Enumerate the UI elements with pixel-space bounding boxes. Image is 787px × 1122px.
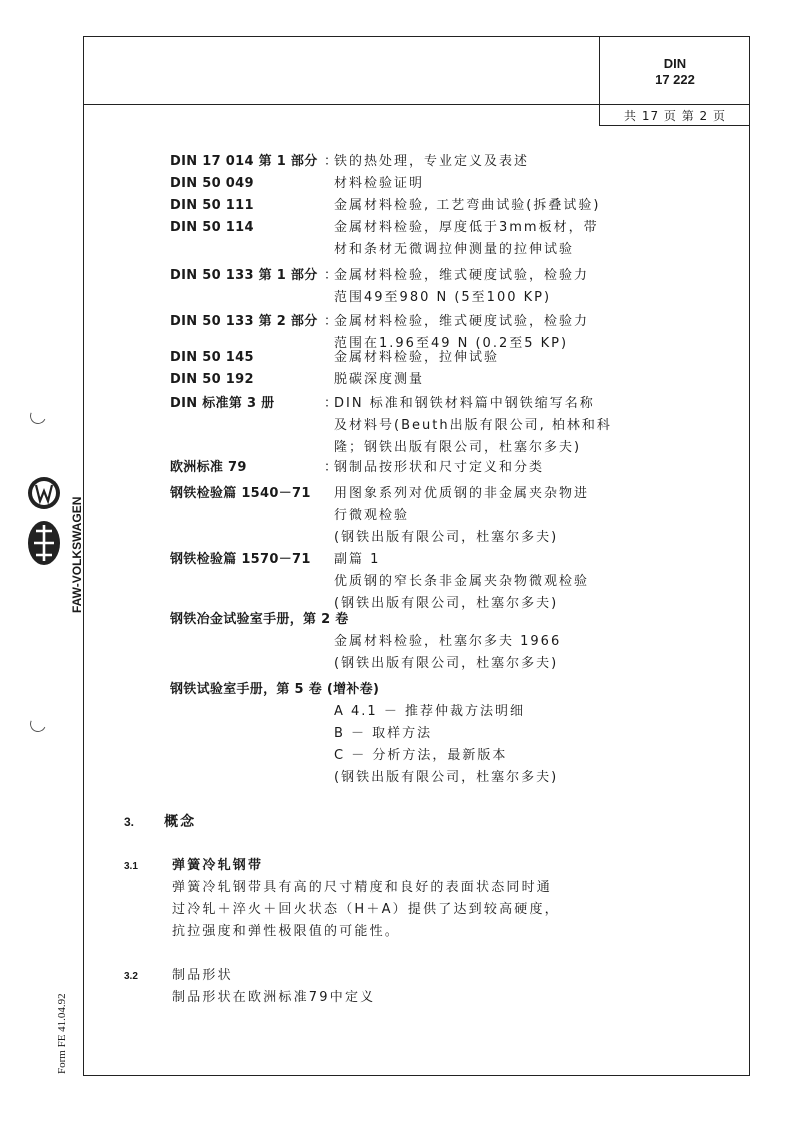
form-number: Form FE 41.04.92	[56, 993, 68, 1074]
subsection-number: 3.1	[124, 861, 138, 872]
reference-description: (钢铁出版有限公司，杜塞尔多夫)	[334, 530, 559, 545]
subsection-3-2-line-1: 制品形状在欧洲标准79中定义	[172, 990, 376, 1005]
reference-key: 钢铁检验篇 1570－71	[170, 552, 311, 567]
subsection-3-1-line-2: 过冷轧＋淬火＋回火状态（H＋A）提供了达到较高硬度，	[172, 902, 560, 917]
reference-description: 隆；钢铁出版有限公司，杜塞尔多夫)	[334, 440, 582, 455]
reference-description: 范围49至980 N (5至100 KP)	[334, 290, 552, 305]
subsection-number: 3.2	[124, 971, 138, 982]
reference-description: 金属材料检验，厚度低于3mm板材，带	[334, 220, 599, 235]
section-3-heading	[124, 812, 196, 833]
section-title: 概念	[164, 814, 197, 830]
punch-hole-mark	[28, 406, 49, 427]
page-info-divider	[599, 125, 750, 126]
reference-separator: ：	[324, 460, 338, 475]
reference-description: 优质钢的窄长条非金属夹杂物微观检验	[334, 574, 590, 589]
reference-separator: ：	[324, 268, 338, 283]
doc-standard: DIN	[663, 56, 687, 71]
section-3-2-heading	[124, 966, 138, 987]
reference-description: (钢铁出版有限公司，杜塞尔多夫)	[334, 770, 559, 785]
reference-separator: ：	[324, 396, 338, 411]
subsection-3-1-line-3: 抗拉强度和弹性极限值的可能性。	[172, 924, 401, 939]
reference-key: DIN 50 145	[170, 350, 254, 365]
subsection-3-1-line-1: 弹簧冷轧钢带具有高的尺寸精度和良好的表面状态同时通	[172, 880, 553, 895]
reference-description: 材料检验证明	[334, 176, 425, 191]
faw-volkswagen-logo	[26, 455, 84, 615]
reference-description: 材和条材无微调拉伸测量的拉伸试验	[334, 242, 575, 257]
reference-description: (钢铁出版有限公司，杜塞尔多夫)	[334, 656, 559, 671]
reference-description: 及材料号(Beuth出版有限公司, 柏林和科	[334, 418, 612, 433]
reference-description: 脱碳深度测量	[334, 372, 425, 387]
reference-key: 欧洲标准 79	[170, 460, 247, 475]
reference-key: DIN 50 133 第 2 部分	[170, 314, 318, 329]
document-number	[600, 56, 750, 88]
reference-key: DIN 17 014 第 1 部分	[170, 154, 318, 169]
reference-key: DIN 50 049	[170, 176, 254, 191]
reference-key: 钢铁冶金试验室手册，第 2 卷	[170, 612, 349, 627]
reference-key: DIN 50 133 第 1 部分	[170, 268, 318, 283]
reference-separator: ：	[324, 314, 338, 329]
reference-description: A 4.1 － 推荐仲裁方法明细	[334, 704, 525, 719]
reference-description: 副篇 1	[334, 552, 381, 567]
reference-key: 钢铁试验室手册，第 5 卷 (增补卷)	[170, 682, 380, 697]
reference-description: 金属材料检验，维式硬度试验，检验力	[334, 314, 590, 329]
reference-key: 钢铁检验篇 1540－71	[170, 486, 311, 501]
brand-name: FAW-VOLKSWAGEN	[70, 496, 84, 613]
punch-hole-mark	[28, 714, 49, 735]
reference-description: C － 分析方法，最新版本	[334, 748, 508, 763]
subsection-3-1-title: 弹簧冷轧钢带	[172, 858, 264, 873]
reference-description: 金属材料检验, 工艺弯曲试验(拆叠试验)	[334, 198, 601, 213]
reference-key: DIN 标准第 3 册	[170, 396, 275, 411]
reference-description: B － 取样方法	[334, 726, 433, 741]
reference-description: 钢制品按形状和尺寸定义和分类	[334, 460, 545, 475]
reference-description: 金属材料检验，维式硬度试验，检验力	[334, 268, 590, 283]
doc-number: 17 222	[655, 72, 695, 87]
reference-description: 范围在1.96至49 N (0.2至5 KP)	[334, 336, 569, 351]
reference-description: 金属材料检验，拉伸试验	[334, 350, 500, 365]
reference-separator: ：	[324, 154, 338, 169]
reference-description: (钢铁出版有限公司，杜塞尔多夫)	[334, 596, 559, 611]
reference-description: DIN 标准和钢铁材料篇中钢铁缩写名称	[334, 396, 595, 411]
reference-key: DIN 50 111	[170, 198, 254, 213]
reference-key: DIN 50 192	[170, 372, 254, 387]
subsection-3-2-title: 制品形状	[172, 968, 233, 983]
reference-description: 行微观检验	[334, 508, 410, 523]
section-number: 3.	[124, 815, 135, 829]
reference-description: 金属材料检验，杜塞尔多夫 1966	[334, 634, 562, 649]
reference-description: 铁的热处理，专业定义及表述	[334, 154, 530, 169]
page-info: 共 17 页 第 2 页	[624, 109, 726, 123]
reference-description: 用图象系列对优质钢的非金属夹杂物进	[334, 486, 590, 501]
section-3-1-heading	[124, 856, 138, 877]
reference-key: DIN 50 114	[170, 220, 254, 235]
header-divider	[83, 104, 750, 105]
